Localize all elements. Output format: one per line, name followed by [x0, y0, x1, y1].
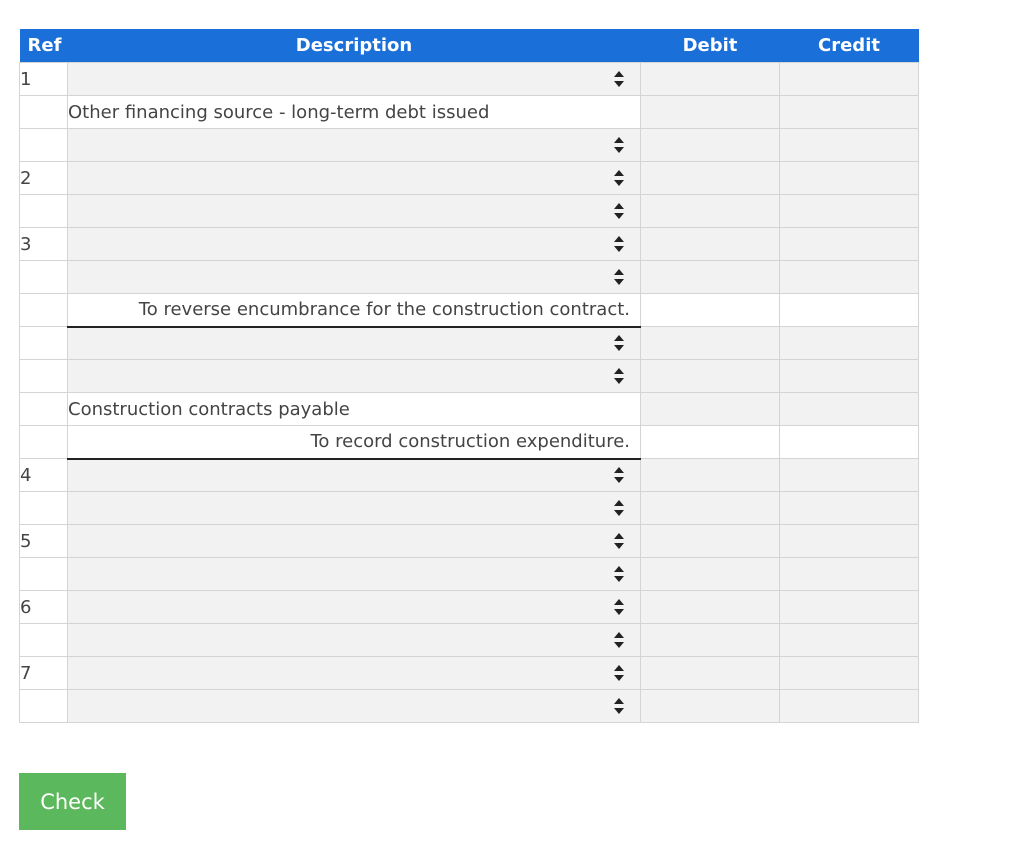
account-select[interactable]: [68, 624, 641, 657]
credit-header: Credit: [780, 29, 919, 63]
entry-explanation: To reverse encumbrance for the construction contract.: [68, 294, 641, 327]
account-select[interactable]: [68, 63, 641, 96]
sort-arrows-icon: [614, 665, 624, 681]
credit-input[interactable]: [780, 360, 919, 393]
credit-input[interactable]: [780, 261, 919, 294]
sort-arrows-icon: [614, 170, 624, 186]
ref-cell: [20, 360, 68, 393]
debit-input[interactable]: [641, 393, 780, 426]
table-row: [20, 393, 919, 426]
debit-input[interactable]: [641, 129, 780, 162]
account-select[interactable]: [68, 459, 641, 492]
credit-input: [780, 294, 919, 327]
debit-input[interactable]: [641, 657, 780, 690]
header-row: [20, 29, 919, 63]
journal-entry-form: [19, 29, 918, 723]
ref-cell: [20, 558, 68, 591]
credit-input[interactable]: [780, 162, 919, 195]
credit-input[interactable]: [780, 591, 919, 624]
debit-input[interactable]: [641, 591, 780, 624]
debit-input[interactable]: [641, 624, 780, 657]
table-row: [20, 459, 919, 492]
debit-input[interactable]: [641, 690, 780, 723]
ref-cell: [20, 426, 68, 459]
sort-arrows-icon: [614, 599, 624, 615]
table-row: [20, 294, 919, 327]
sort-arrows-icon: [614, 236, 624, 252]
sort-arrows-icon: [614, 698, 624, 714]
table-row: [20, 162, 919, 195]
ref-cell: 2: [20, 162, 68, 195]
credit-input[interactable]: [780, 393, 919, 426]
table-row: [20, 63, 919, 96]
ref-cell: [20, 129, 68, 162]
debit-header: Debit: [641, 29, 780, 63]
ref-cell: 7: [20, 657, 68, 690]
account-label: Construction contracts payable: [68, 393, 641, 426]
account-select[interactable]: [68, 591, 641, 624]
table-row: [20, 426, 919, 459]
table-row: [20, 690, 919, 723]
ref-cell: [20, 294, 68, 327]
account-select[interactable]: [68, 228, 641, 261]
description-header: Description: [68, 29, 641, 63]
debit-input[interactable]: [641, 96, 780, 129]
credit-input[interactable]: [780, 195, 919, 228]
credit-input[interactable]: [780, 657, 919, 690]
table-row: [20, 96, 919, 129]
debit-input[interactable]: [641, 492, 780, 525]
sort-arrows-icon: [614, 467, 624, 483]
account-select[interactable]: [68, 327, 641, 360]
credit-input: [780, 426, 919, 459]
account-select[interactable]: [68, 690, 641, 723]
debit-input[interactable]: [641, 63, 780, 96]
ref-cell: [20, 690, 68, 723]
credit-input[interactable]: [780, 459, 919, 492]
ref-cell: 1: [20, 63, 68, 96]
table-row: [20, 624, 919, 657]
sort-arrows-icon: [614, 533, 624, 549]
debit-input[interactable]: [641, 459, 780, 492]
ref-cell: [20, 261, 68, 294]
debit-input[interactable]: [641, 162, 780, 195]
sort-arrows-icon: [614, 71, 624, 87]
ref-cell: 3: [20, 228, 68, 261]
credit-input[interactable]: [780, 558, 919, 591]
account-select[interactable]: [68, 525, 641, 558]
sort-arrows-icon: [614, 566, 624, 582]
account-select[interactable]: [68, 261, 641, 294]
table-row: [20, 195, 919, 228]
debit-input: [641, 426, 780, 459]
table-row: [20, 525, 919, 558]
credit-input[interactable]: [780, 492, 919, 525]
ref-cell: [20, 96, 68, 129]
ref-cell: [20, 393, 68, 426]
debit-input[interactable]: [641, 327, 780, 360]
table-row: [20, 360, 919, 393]
debit-input[interactable]: [641, 360, 780, 393]
sort-arrows-icon: [614, 500, 624, 516]
credit-input[interactable]: [780, 690, 919, 723]
sort-arrows-icon: [614, 269, 624, 285]
sort-arrows-icon: [614, 632, 624, 648]
credit-input[interactable]: [780, 228, 919, 261]
sort-arrows-icon: [614, 335, 624, 351]
debit-input[interactable]: [641, 195, 780, 228]
account-select[interactable]: [68, 492, 641, 525]
table-row: [20, 327, 919, 360]
ref-cell: 5: [20, 525, 68, 558]
debit-input[interactable]: [641, 558, 780, 591]
table-row: [20, 657, 919, 690]
account-select[interactable]: [68, 657, 641, 690]
debit-input[interactable]: [641, 525, 780, 558]
ref-cell: 6: [20, 591, 68, 624]
account-select[interactable]: [68, 129, 641, 162]
ref-cell: [20, 624, 68, 657]
credit-input[interactable]: [780, 525, 919, 558]
table-row: [20, 228, 919, 261]
table-row: [20, 591, 919, 624]
sort-arrows-icon: [614, 203, 624, 219]
account-select[interactable]: [68, 195, 641, 228]
account-select[interactable]: [68, 162, 641, 195]
credit-input[interactable]: [780, 129, 919, 162]
debit-input[interactable]: [641, 228, 780, 261]
ref-cell: 4: [20, 459, 68, 492]
account-label: Other financing source - long-term debt issued: [68, 96, 641, 129]
table-row: [20, 492, 919, 525]
debit-input[interactable]: [641, 261, 780, 294]
check-button[interactable]: Check: [19, 773, 126, 830]
credit-input[interactable]: [780, 327, 919, 360]
credit-input[interactable]: [780, 96, 919, 129]
ref-cell: [20, 327, 68, 360]
credit-input[interactable]: [780, 624, 919, 657]
ref-cell: [20, 195, 68, 228]
sort-arrows-icon: [614, 137, 624, 153]
ref-cell: [20, 492, 68, 525]
table-row: [20, 129, 919, 162]
table-row: [20, 261, 919, 294]
debit-input: [641, 294, 780, 327]
ref-header: Ref: [20, 29, 68, 63]
account-select[interactable]: [68, 558, 641, 591]
entry-explanation: To record construction expenditure.: [68, 426, 641, 459]
table-row: [20, 558, 919, 591]
credit-input[interactable]: [780, 63, 919, 96]
journal-table: [19, 29, 919, 723]
account-select[interactable]: [68, 360, 641, 393]
sort-arrows-icon: [614, 368, 624, 384]
